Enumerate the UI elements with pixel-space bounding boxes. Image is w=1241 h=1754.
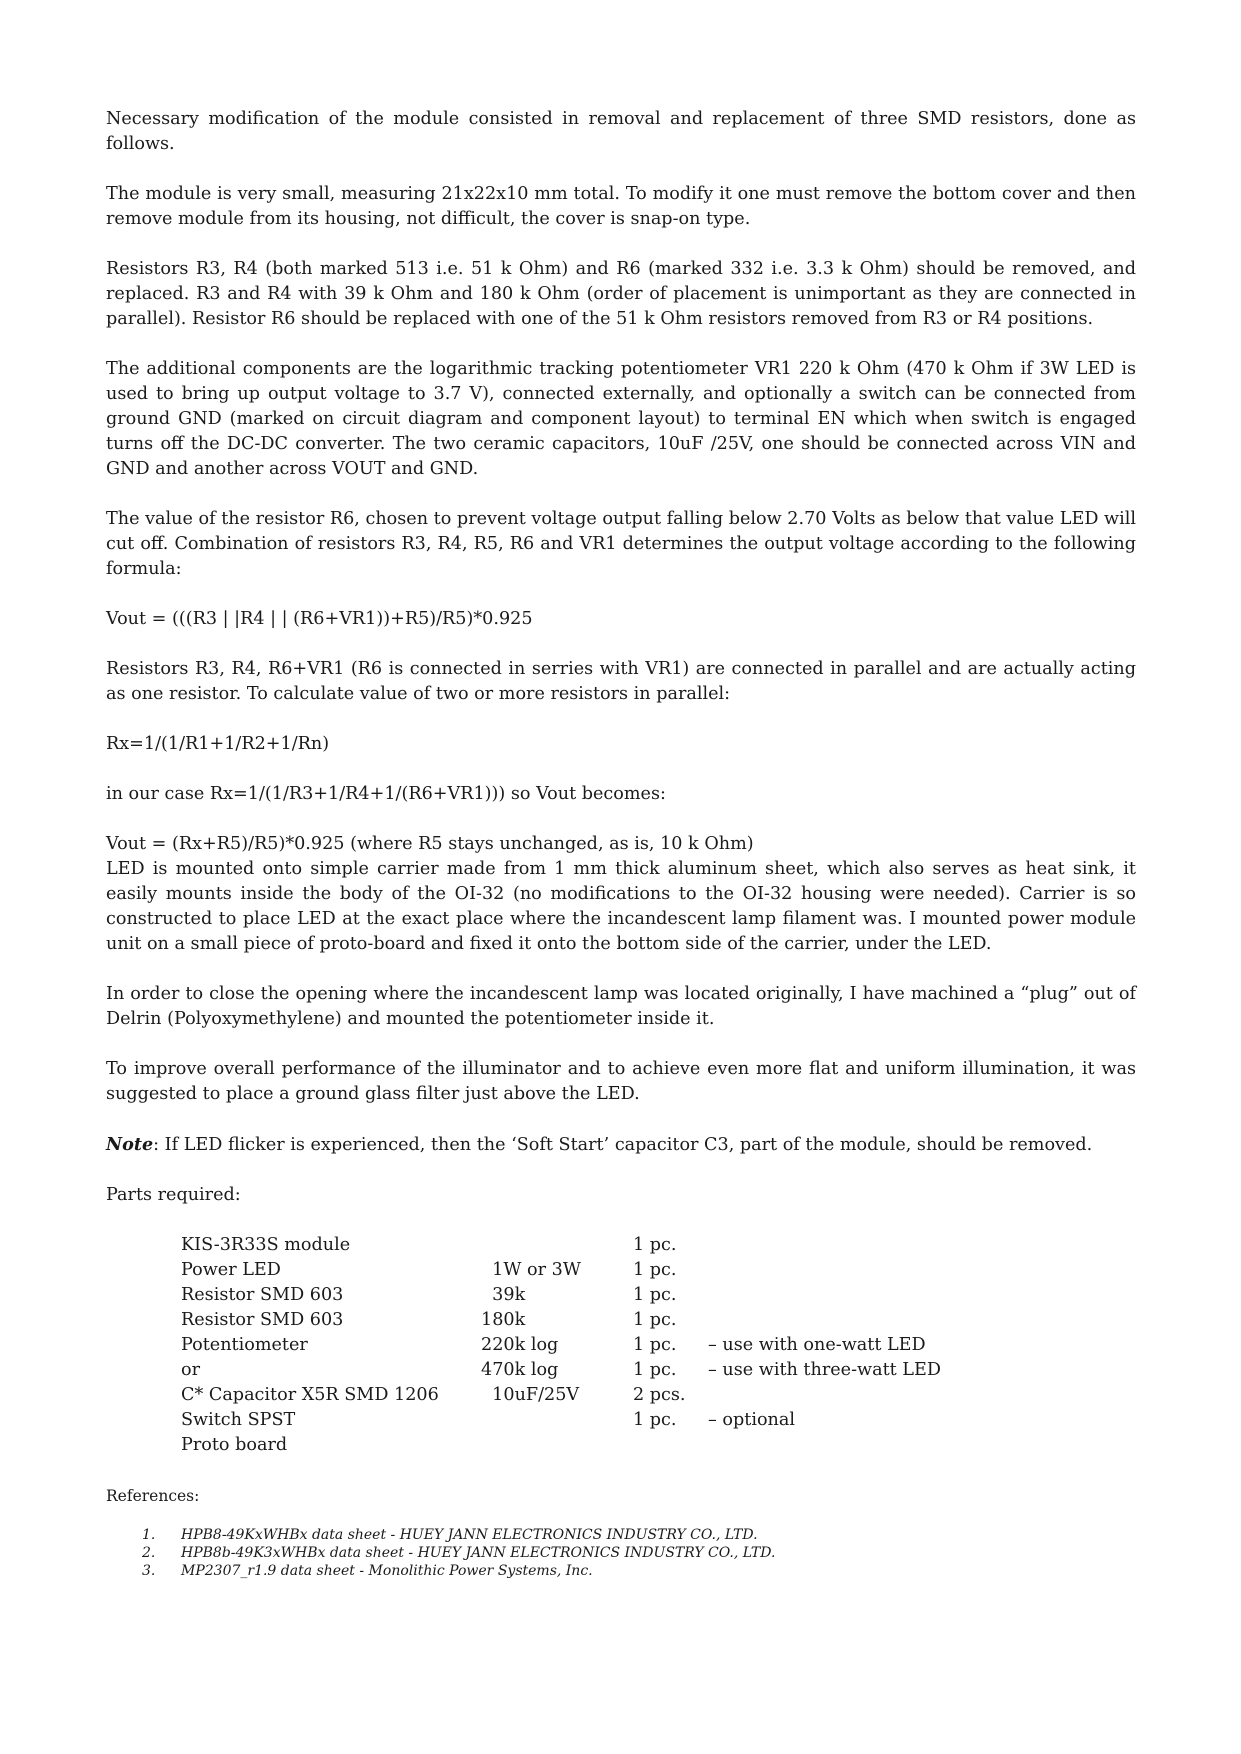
- note-label: Note: [106, 1134, 154, 1155]
- table-row: [181, 1358, 941, 1383]
- part-value: 470k log: [481, 1360, 559, 1380]
- part-qty: 1 pc.: [633, 1410, 677, 1430]
- references-list: [106, 1526, 1136, 1580]
- part-qty: 1 pc.: [633, 1235, 677, 1255]
- paragraph-ground-glass: To improve overall performance of the illuminator and to achieve even more flat and uniform illumination, it was suggested to place a ground glass filter just above the LED.: [106, 1059, 1136, 1104]
- part-value: [481, 1233, 633, 1258]
- part-value: 10uF/25V: [481, 1385, 580, 1405]
- part-qty: [633, 1433, 708, 1458]
- part-name: Resistor SMD 603: [181, 1285, 344, 1305]
- part-note: [708, 1283, 941, 1308]
- paragraph-parallel-resistors: Resistors R3, R4, R6+VR1 (R6 is connected in serries with VR1) are connected in parallel and are actually acting as one resistor. To calculate value of two or more resistors in parallel:: [106, 659, 1136, 704]
- paragraph-plug: In order to close the opening where the incandescent lamp was located originally, I have machined a “plug” out of Delrin (Polyoxymethylene) and mounted the potentiometer inside it.: [106, 984, 1136, 1029]
- part-name: Power LED: [181, 1260, 281, 1280]
- references-title: References:: [106, 1487, 200, 1505]
- part-qty: 1 pc.: [633, 1360, 677, 1380]
- part-note: – use with three-watt LED: [708, 1360, 941, 1380]
- part-value: 180k: [481, 1310, 526, 1330]
- table-row: [181, 1333, 941, 1358]
- table-row: [181, 1408, 941, 1433]
- paragraph-module-size: The module is very small, measuring 21x22x10 mm total. To modify it one must remove the bottom cover and then remove module from its housing, not difficult, the cover is snap-on type.: [106, 184, 1136, 229]
- part-qty: 2 pcs.: [633, 1385, 686, 1405]
- note-text: : If LED flicker is experienced, then the ‘Soft Start’ capacitor C3, part of the module, should be removed.: [153, 1135, 1093, 1155]
- parts-table: [181, 1233, 941, 1458]
- reference-number: 1.: [142, 1527, 156, 1543]
- formula-vout-rx: Vout = (Rx+R5)/R5)*0.925 (where R5 stays unchanged, as is, 10 k Ohm): [106, 834, 754, 854]
- list-item: [106, 1544, 1136, 1562]
- paragraph-our-case: in our case Rx=1/(1/R3+1/R4+1/(R6+VR1))) so Vout becomes:: [106, 784, 666, 804]
- table-row: [181, 1308, 941, 1333]
- table-row: [181, 1258, 941, 1283]
- paragraph-r6-value: The value of the resistor R6, chosen to prevent voltage output falling below 2.70 Volts as below that value LED will cut off. Combination of resistors R3, R4, R5, R6 and VR1 determines the output voltage according to the following formula:: [106, 509, 1136, 579]
- part-qty: 1 pc.: [633, 1260, 677, 1280]
- part-note: – use with one-watt LED: [708, 1335, 926, 1355]
- table-row: [181, 1233, 941, 1258]
- part-qty: 1 pc.: [633, 1335, 677, 1355]
- part-name: Proto board: [181, 1435, 288, 1455]
- part-name: or: [181, 1360, 201, 1380]
- part-value: 39k: [481, 1285, 526, 1305]
- part-name: KIS-3R33S module: [181, 1235, 351, 1255]
- formula-vout: Vout = (((R3 | |R4 | | (R6+VR1))+R5)/R5)*0.925: [106, 609, 533, 629]
- list-item: [106, 1526, 1136, 1544]
- paragraph-resistor-replacement: Resistors R3, R4 (both marked 513 i.e. 51 k Ohm) and R6 (marked 332 i.e. 3.3 k Ohm) should be removed, and replaced. R3 and R4 with 39 k Ohm and 180 k Ohm (order of placement is unimportant as they are connected in parallel). Resistor R6 should be replaced with one of the 51 k Ohm resistors removed from R3 or R4 positions.: [106, 259, 1136, 329]
- paragraph-note: [106, 1132, 1136, 1158]
- paragraph-additional-components: The additional components are the logarithmic tracking potentiometer VR1 220 k Ohm (470 k Ohm if 3W LED is used to bring up output voltage to 3.7 V), connected externally, and optionally a switch can be connected from ground GND (marked on circuit diagram and component layout) to terminal EN which when switch is engaged turns off the DC-DC converter. The two ceramic capacitors, 10uF /25V, one should be connected across VIN and GND and another across VOUT and GND.: [106, 359, 1136, 479]
- paragraph-modification-intro: Necessary modification of the module consisted in removal and replacement of three SMD resistors, done as follows.: [106, 109, 1136, 154]
- part-value: [481, 1408, 633, 1433]
- part-note: [708, 1433, 941, 1458]
- part-name: Potentiometer: [181, 1335, 308, 1355]
- parts-title: Parts required:: [106, 1185, 241, 1205]
- reference-number: 2.: [142, 1545, 156, 1561]
- part-name: C* Capacitor X5R SMD 1206: [181, 1385, 439, 1405]
- reference-number: 3.: [142, 1563, 156, 1579]
- part-note: – optional: [708, 1410, 795, 1430]
- document-page: [106, 107, 1136, 1580]
- table-row: [181, 1383, 941, 1408]
- reference-text: MP2307_r1.9 data sheet - Monolithic Power Systems, Inc.: [181, 1563, 593, 1579]
- part-qty: 1 pc.: [633, 1310, 677, 1330]
- reference-text: HPB8b-49K3xWHBx data sheet - HUEY JANN ELECTRONICS INDUSTRY CO., LTD.: [181, 1545, 776, 1561]
- part-value: [481, 1433, 633, 1458]
- formula-rx: Rx=1/(1/R1+1/R2+1/Rn): [106, 734, 330, 754]
- part-note: [708, 1258, 941, 1283]
- part-qty: 1 pc.: [633, 1285, 677, 1305]
- list-item: [106, 1562, 1136, 1580]
- part-name: Resistor SMD 603: [181, 1310, 344, 1330]
- part-value: 220k log: [481, 1335, 559, 1355]
- reference-text: HPB8-49KxWHBx data sheet - HUEY JANN ELECTRONICS INDUSTRY CO., LTD.: [181, 1527, 758, 1543]
- table-row: [181, 1433, 941, 1458]
- part-note: [708, 1233, 941, 1258]
- part-note: [708, 1308, 941, 1333]
- part-note: [708, 1383, 941, 1408]
- table-row: [181, 1283, 941, 1308]
- part-value: 1W or 3W: [481, 1260, 581, 1280]
- paragraph-led-carrier: LED is mounted onto simple carrier made from 1 mm thick aluminum sheet, which also serves as heat sink, it easily mounts inside the body of the OI-32 (no modifications to the OI-32 housing were needed). Carrier is so constructed to place LED at the exact place where the incandescent lamp filament was. I mounted power module unit on a small piece of proto-board and fixed it onto the bottom side of the carrier, under the LED.: [106, 859, 1136, 954]
- part-name: Switch SPST: [181, 1410, 296, 1430]
